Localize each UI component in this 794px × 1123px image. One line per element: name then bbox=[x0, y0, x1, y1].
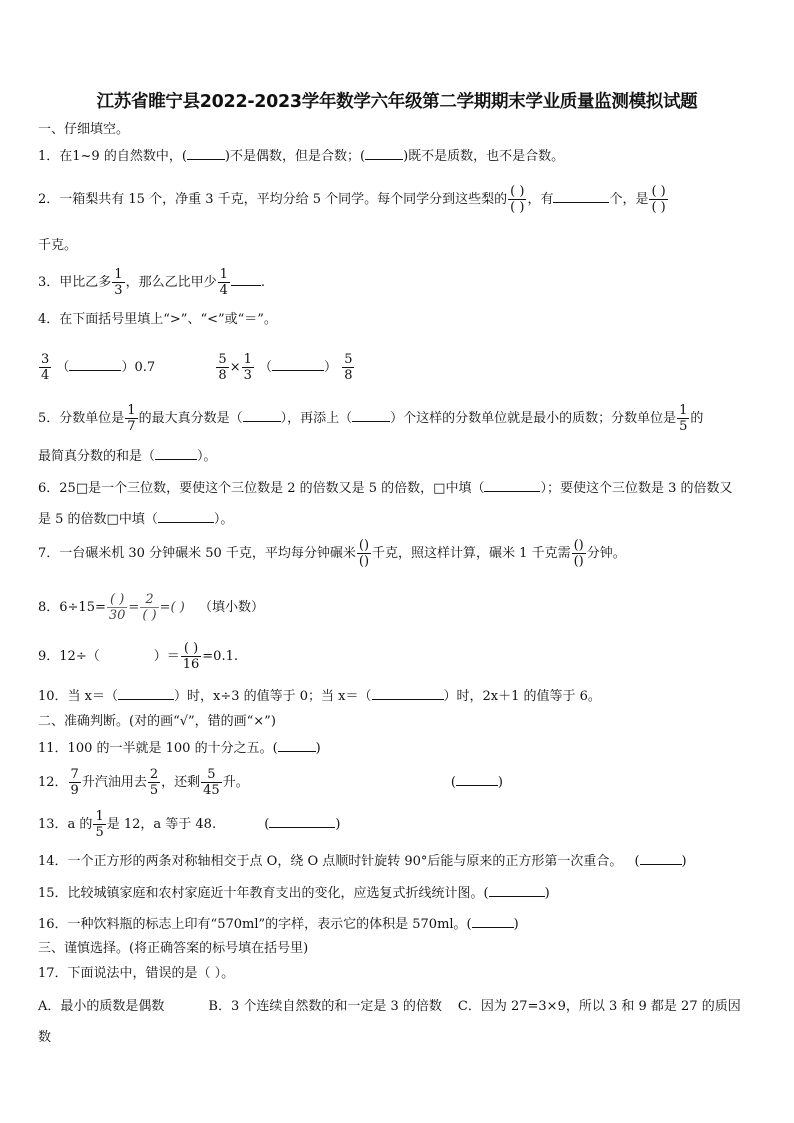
q14-blank[interactable] bbox=[640, 850, 682, 865]
q4-e2c-num: 5 bbox=[344, 352, 353, 367]
q12-text-c: ，还剩 bbox=[161, 775, 201, 790]
q12-blank[interactable] bbox=[456, 771, 498, 786]
q4-times-sign: × bbox=[229, 360, 241, 375]
q5-fraction-1 bbox=[125, 403, 137, 434]
q11-text-a: 11．100 的一半就是 100 的十分之五。( bbox=[38, 741, 278, 756]
q6-blank-2[interactable] bbox=[158, 508, 214, 523]
question-17: 17．下面说法中，错误的是（ ）。 bbox=[38, 966, 235, 981]
q2-frac2-den: ( ) bbox=[651, 200, 666, 215]
q4-e2-close: ） bbox=[324, 360, 338, 375]
q8-eq-1: = bbox=[128, 600, 140, 615]
section-1-heading: 一、仔细填空。 bbox=[38, 122, 130, 137]
q7-f1-den: () bbox=[358, 554, 370, 569]
q15-close-paren: ) bbox=[544, 886, 550, 901]
q12-text-b: 升汽油用去 bbox=[81, 775, 147, 790]
q7-f2-den: () bbox=[573, 554, 584, 569]
q7-f1-num: () bbox=[358, 538, 370, 553]
q8-fraction-2[interactable] bbox=[140, 592, 158, 623]
q8-fraction-1[interactable] bbox=[107, 592, 128, 623]
q14-text-a: 14．一个正方形的两条对称轴相交于点 O，绕 O 点顺时针旋转 90°后能与原来的正方形第一次重合。 bbox=[38, 854, 623, 869]
q17-option-a[interactable]: A．最小的质数是偶数 bbox=[38, 999, 165, 1014]
q8-f1-den: 30 bbox=[108, 608, 126, 623]
q15-blank[interactable] bbox=[489, 882, 545, 897]
q6-continuation bbox=[38, 508, 233, 530]
q17-option-b[interactable]: B．3 个连续自然数的和一定是 3 的倍数 bbox=[208, 999, 442, 1014]
q1-text-a: 1．在1~9 的自然数中，( bbox=[38, 149, 187, 164]
q17-option-c[interactable]: C．因为 27=3×9，所以 3 和 9 都是 27 的质因 bbox=[457, 999, 741, 1014]
q6-text-c: 是 5 的倍数□中填（ bbox=[38, 512, 158, 527]
q2-continuation: 千克。 bbox=[38, 238, 78, 253]
q5-f2-den: 5 bbox=[679, 419, 688, 434]
q3-f2-den: 4 bbox=[219, 283, 228, 298]
q13-f-num: 1 bbox=[95, 809, 104, 824]
q8-text-b: （填小数） bbox=[198, 600, 264, 615]
question-6 bbox=[38, 477, 733, 499]
question-2 bbox=[38, 180, 669, 220]
question-1 bbox=[38, 145, 564, 167]
q1-blank-2[interactable] bbox=[365, 145, 403, 160]
q4-e1-close: ）0.7 bbox=[121, 360, 156, 375]
q6-blank-1[interactable] bbox=[484, 477, 540, 492]
section-2-heading: 二、准确判断。(对的画“√”，错的画“×”) bbox=[38, 714, 276, 729]
q5-blank-1[interactable] bbox=[243, 407, 281, 422]
q4-expressions bbox=[38, 348, 355, 388]
q2-frac1-den: ( ) bbox=[510, 200, 525, 215]
q12-text-d: 升。 bbox=[222, 775, 249, 790]
q11-blank[interactable] bbox=[278, 737, 316, 752]
q2-fraction-2[interactable] bbox=[649, 184, 667, 215]
q3-text-a: 3．甲比乙多 bbox=[38, 275, 112, 290]
q5-f1-num: 1 bbox=[127, 403, 136, 418]
q12-f1-den: 9 bbox=[70, 783, 79, 798]
q5-f2-num: 1 bbox=[679, 403, 688, 418]
q6-text-d: ）。 bbox=[213, 512, 234, 527]
q7-fraction-2[interactable] bbox=[572, 538, 586, 569]
q12-fraction-3 bbox=[201, 767, 222, 798]
q3-blank[interactable] bbox=[231, 271, 261, 286]
section-3-heading: 三、谨慎选择。(将正确答案的标号填在括号里) bbox=[38, 941, 309, 956]
q13-close-paren: ) bbox=[335, 817, 341, 832]
q9-text-a: 9．12÷（ bbox=[38, 649, 100, 664]
q11-text-b: ) bbox=[315, 741, 321, 756]
q2-text-a: 2．一箱梨共有 15 个，净重 3 千克，平均分给 5 个同学。每个同学分到这些梨的 bbox=[38, 192, 508, 207]
q13-text-a: 13．a 的 bbox=[38, 817, 93, 832]
q13-text-b: 是 12，a 等于 48. bbox=[106, 817, 217, 832]
q12-f3-den: 45 bbox=[203, 783, 220, 798]
q4-e2b-fraction bbox=[242, 352, 254, 383]
q6-text-a: 6．25□是一个三位数，要使这个三位数是 2 的倍数又是 5 的倍数，□中填（ bbox=[38, 481, 485, 496]
q3-f1-num: 1 bbox=[114, 267, 123, 282]
question-10 bbox=[38, 685, 601, 707]
q8-f2-num: 2 bbox=[140, 592, 158, 608]
q2-frac1-num: ( ) bbox=[510, 184, 525, 199]
q3-f1-den: 3 bbox=[114, 283, 123, 298]
q7-fraction-1[interactable] bbox=[357, 538, 371, 569]
q4-blank-2[interactable] bbox=[272, 356, 324, 371]
q5-text-f: 最简真分数的和是（ bbox=[38, 449, 156, 464]
q12-close-paren: ) bbox=[497, 775, 503, 790]
q12-f1-num: 7 bbox=[70, 767, 79, 782]
q9-fraction[interactable] bbox=[181, 641, 202, 672]
q5-text-c: ），再添上（ bbox=[280, 411, 353, 426]
q4-e2c-fraction bbox=[342, 352, 354, 383]
q8-f1-num: ( ) bbox=[107, 592, 128, 608]
q7-text-a: 7．一台碾米机 30 分钟碾米 50 千克，平均每分钟碾米 bbox=[38, 546, 356, 561]
question-7 bbox=[38, 535, 626, 573]
q7-f2-num: () bbox=[573, 538, 584, 553]
question-13 bbox=[38, 806, 340, 844]
q16-text-a: 16．一种饮料瓶的标志上印有“570ml”的字样，表示它的体积是 570ml。( bbox=[38, 917, 472, 932]
q3-fraction-2 bbox=[218, 267, 230, 298]
q5-f1-den: 7 bbox=[127, 419, 136, 434]
question-9 bbox=[38, 638, 238, 676]
question-14 bbox=[38, 850, 687, 872]
q4-e1-num: 3 bbox=[41, 352, 50, 367]
q2-text-c: 个，是 bbox=[609, 192, 649, 207]
q5-text-b: 的最大真分数是（ bbox=[138, 411, 243, 426]
q8-f2-den: ( ) bbox=[142, 608, 157, 623]
q13-fraction bbox=[93, 809, 105, 840]
q10-blank-1[interactable] bbox=[118, 685, 174, 700]
q17-options bbox=[38, 997, 758, 1017]
q3-fraction-1 bbox=[112, 267, 124, 298]
q14-open-paren: ( bbox=[634, 854, 640, 869]
q4-e1-fraction bbox=[39, 352, 51, 383]
q7-text-b: 千克，照这样计算，碾米 1 千克需 bbox=[372, 546, 571, 561]
q10-blank-2[interactable] bbox=[372, 685, 444, 700]
q12-open-paren: ( bbox=[450, 775, 456, 790]
q13-blank[interactable] bbox=[269, 813, 335, 828]
q3-f2-num: 1 bbox=[219, 267, 228, 282]
q16-close-paren: ) bbox=[513, 917, 519, 932]
question-12 bbox=[38, 764, 503, 802]
q9-text-c: =0.1. bbox=[202, 649, 238, 664]
q7-text-c: 分钟。 bbox=[586, 546, 626, 561]
q16-blank[interactable] bbox=[472, 913, 514, 928]
q10-text-a: 10．当 x＝（ bbox=[38, 689, 119, 704]
q8-eq-2: = bbox=[159, 600, 171, 615]
q4-e2b-num: 1 bbox=[243, 352, 252, 367]
question-3 bbox=[38, 266, 265, 300]
q12-text-a: 12． bbox=[38, 775, 68, 790]
q12-fraction-1 bbox=[69, 767, 81, 798]
q3-text-b: ，那么乙比甲少 bbox=[125, 275, 217, 290]
q4-e2a-den: 8 bbox=[218, 368, 227, 383]
question-8 bbox=[38, 588, 264, 628]
q3-text-c: . bbox=[260, 275, 265, 290]
q10-text-b: ）时，x÷3 的值等于 0；当 x＝（ bbox=[174, 689, 372, 704]
q5-fraction-2 bbox=[677, 403, 689, 434]
q8-decimal-blank[interactable]: ( ) bbox=[170, 600, 185, 615]
q5-blank-2[interactable] bbox=[352, 407, 390, 422]
q2-blank-count[interactable] bbox=[553, 188, 609, 203]
q9-f-den: 16 bbox=[182, 657, 200, 672]
q2-fraction-1[interactable] bbox=[508, 184, 526, 215]
q2-text-b: ，有 bbox=[527, 192, 554, 207]
q4-e1-open: （ bbox=[56, 360, 70, 375]
q15-text-a: 15．比较城镇家庭和农村家庭近十年教育支出的变化，应选复式折线统计图。( bbox=[38, 886, 489, 901]
q1-blank-1[interactable] bbox=[187, 145, 225, 160]
q4-e2b-den: 3 bbox=[243, 368, 252, 383]
q1-text-c: )既不是质数，也不是合数。 bbox=[403, 149, 565, 164]
q5-text-d: ）个这样的分数单位就是最小的质数；分数单位是 bbox=[390, 411, 677, 426]
question-15 bbox=[38, 882, 550, 904]
q4-e2-open: （ bbox=[259, 360, 273, 375]
q1-text-b: )不是偶数，但是合数；( bbox=[224, 149, 366, 164]
question-11 bbox=[38, 737, 321, 759]
question-5 bbox=[38, 400, 703, 438]
q2-frac2-num: ( ) bbox=[651, 184, 666, 199]
q12-f2-den: 5 bbox=[149, 783, 159, 798]
q4-e2c-den: 8 bbox=[344, 368, 353, 383]
question-16 bbox=[38, 913, 519, 935]
q12-f2-num: 2 bbox=[149, 767, 159, 782]
q12-fraction-2 bbox=[148, 767, 160, 798]
q14-close-paren: ) bbox=[681, 854, 687, 869]
q8-text-a: 8．6÷15= bbox=[38, 600, 106, 615]
q5-blank-3[interactable] bbox=[155, 445, 197, 460]
page-title: 江苏省睢宁县2022-2023学年数学六年级第二学期期末学业质量监测模拟试题 bbox=[96, 92, 698, 112]
q5-text-a: 5．分数单位是 bbox=[38, 411, 125, 426]
q9-f-num: ( ) bbox=[181, 641, 202, 657]
q4-blank-1[interactable] bbox=[69, 356, 121, 371]
q9-text-b: ）＝ bbox=[153, 649, 180, 664]
q4-e2a-fraction bbox=[216, 352, 228, 383]
q4-e2a-num: 5 bbox=[218, 352, 227, 367]
q5-text-e: 的 bbox=[690, 411, 704, 426]
question-4: 4．在下面括号里填上“>”、“<”或“＝”。 bbox=[38, 312, 277, 327]
q13-f-den: 5 bbox=[95, 825, 104, 840]
q5-continuation bbox=[38, 445, 217, 467]
q4-e1-den: 4 bbox=[41, 368, 50, 383]
q5-text-g: ）。 bbox=[197, 449, 217, 464]
q17-option-c-continuation: 数 bbox=[38, 1030, 52, 1045]
q13-open-paren: ( bbox=[264, 817, 270, 832]
q10-text-c: ）时，2x＋1 的值等于 6。 bbox=[443, 689, 601, 704]
q12-f3-num: 5 bbox=[201, 767, 222, 783]
q6-text-b: ）；要使这个三位数是 3 的倍数又 bbox=[540, 481, 733, 496]
